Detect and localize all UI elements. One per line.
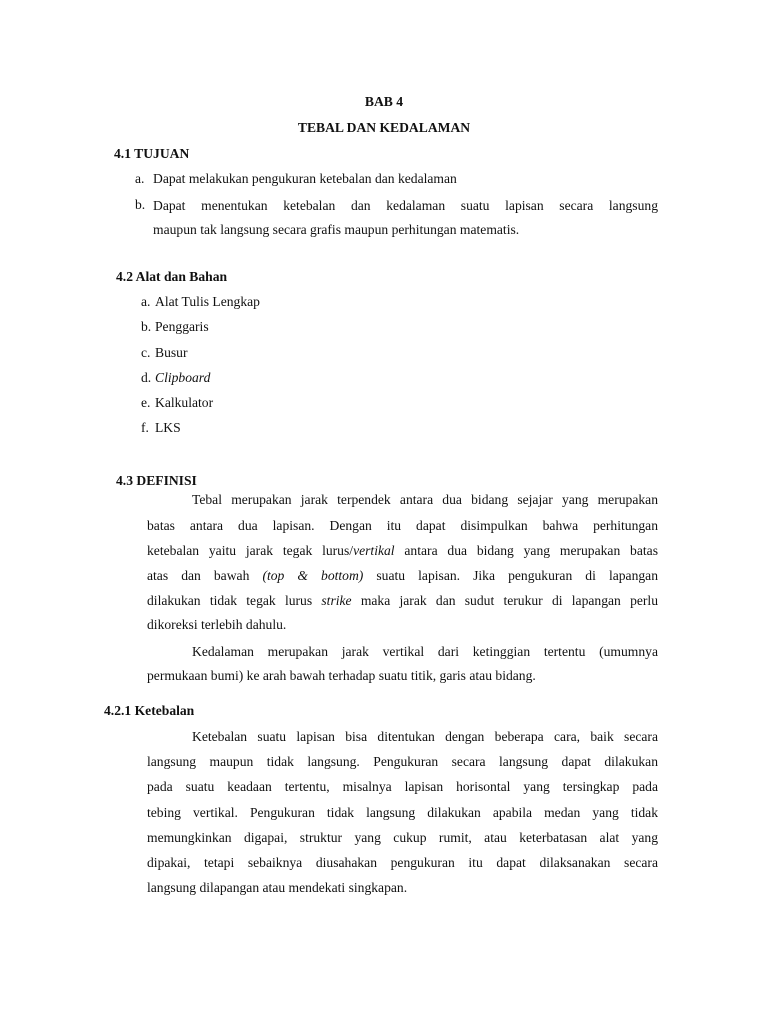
- list-item: [135, 171, 457, 187]
- paragraph-line: [147, 567, 658, 584]
- section-heading-4-3: 4.3 DEFINISI: [116, 473, 197, 488]
- list-marker: b.: [135, 197, 146, 212]
- list-item-text-line: Dapat menentukan ketebalan dan kedalaman suatu lapisan secara langsung: [153, 198, 658, 213]
- paragraph-line: Kedalaman merupakan jarak vertikal dari ketinggian tertentu (umumnya: [192, 644, 658, 659]
- text-run: atas dan bawah: [147, 568, 263, 583]
- paragraph-line: dikoreksi terlebih dahulu.: [147, 617, 287, 632]
- list-item-text: Alat Tulis Lengkap: [155, 294, 260, 309]
- paragraph-line: tebing vertikal. Pengukuran tidak langsung dilakukan apabila medan yang tidak: [147, 805, 658, 820]
- list-item-text: Busur: [155, 345, 188, 360]
- list-item-text: Clipboard: [155, 370, 211, 385]
- list-marker: f.: [141, 420, 149, 435]
- paragraph-line: langsung maupun tidak langsung. Pengukuran secara langsung dapat dilakukan: [147, 754, 658, 769]
- paragraph-line: [147, 542, 658, 559]
- paragraph-line: permukaan bumi) ke arah bawah terhadap suatu titik, garis atau bidang.: [147, 668, 536, 683]
- paragraph-line: pada suatu keadaan tertentu, misalnya lapisan horisontal yang tersingkap pada: [147, 779, 658, 794]
- list-item: [141, 370, 210, 386]
- list-marker: d.: [141, 370, 152, 385]
- paragraph-line: [147, 592, 658, 609]
- paragraph-line: langsung dilapangan atau mendekati singkapan.: [147, 880, 408, 895]
- list-marker: b.: [141, 319, 152, 334]
- list-item-text: Penggaris: [155, 319, 209, 334]
- paragraph-line: Tebal merupakan jarak terpendek antara dua bidang sejajar yang merupakan: [192, 492, 658, 507]
- list-item-text: Kalkulator: [155, 395, 214, 410]
- list-marker: a.: [141, 294, 151, 309]
- list-item: [141, 294, 260, 310]
- text-run: maka jarak dan sudut terukur di lapangan perlu: [351, 593, 658, 608]
- chapter-title: TEBAL DAN KEDALAMAN: [297, 120, 471, 135]
- list-marker: c.: [141, 345, 151, 360]
- list-item: [141, 319, 209, 335]
- text-run: ketebalan yaitu jarak tegak lurus/: [147, 543, 354, 558]
- list-item-text: Dapat melakukan pengukuran ketebalan dan kedalaman: [153, 171, 457, 186]
- list-item: [141, 420, 181, 436]
- paragraph-line: batas antara dua lapisan. Dengan itu dapat disimpulkan bahwa perhitungan: [147, 518, 658, 533]
- paragraph-line: dipakai, tetapi sebaiknya diusahakan pengukuran itu dapat dilaksanakan secara: [147, 855, 658, 870]
- list-item: [141, 345, 187, 361]
- list-item: [141, 395, 213, 411]
- text-run: suatu lapisan. Jika pengukuran di lapangan: [363, 568, 658, 583]
- text-run: antara dua bidang yang merupakan batas: [394, 543, 658, 558]
- section-heading-4-1: 4.1 TUJUAN: [114, 146, 190, 161]
- italic-term: vertikal: [353, 543, 395, 558]
- list-item-text-line: maupun tak langsung secara grafis maupun perhitungan matematis.: [153, 222, 520, 237]
- section-heading-4-2: 4.2 Alat dan Bahan: [116, 269, 228, 284]
- list-item-text: LKS: [155, 420, 181, 435]
- text-run: dilakukan tidak tegak lurus: [147, 593, 322, 608]
- section-heading-4-2-1: 4.2.1 Ketebalan: [104, 703, 195, 718]
- list-marker: a.: [135, 171, 145, 186]
- chapter-label: BAB 4: [364, 94, 404, 109]
- list-marker: e.: [141, 395, 151, 410]
- italic-term: (top & bottom): [262, 568, 364, 583]
- paragraph-line: Ketebalan suatu lapisan bisa ditentukan dengan beberapa cara, baik secara: [192, 729, 658, 744]
- italic-term: strike: [321, 593, 352, 608]
- paragraph-line: memungkinkan digapai, struktur yang cukup rumit, atau keterbatasan alat yang: [147, 830, 658, 845]
